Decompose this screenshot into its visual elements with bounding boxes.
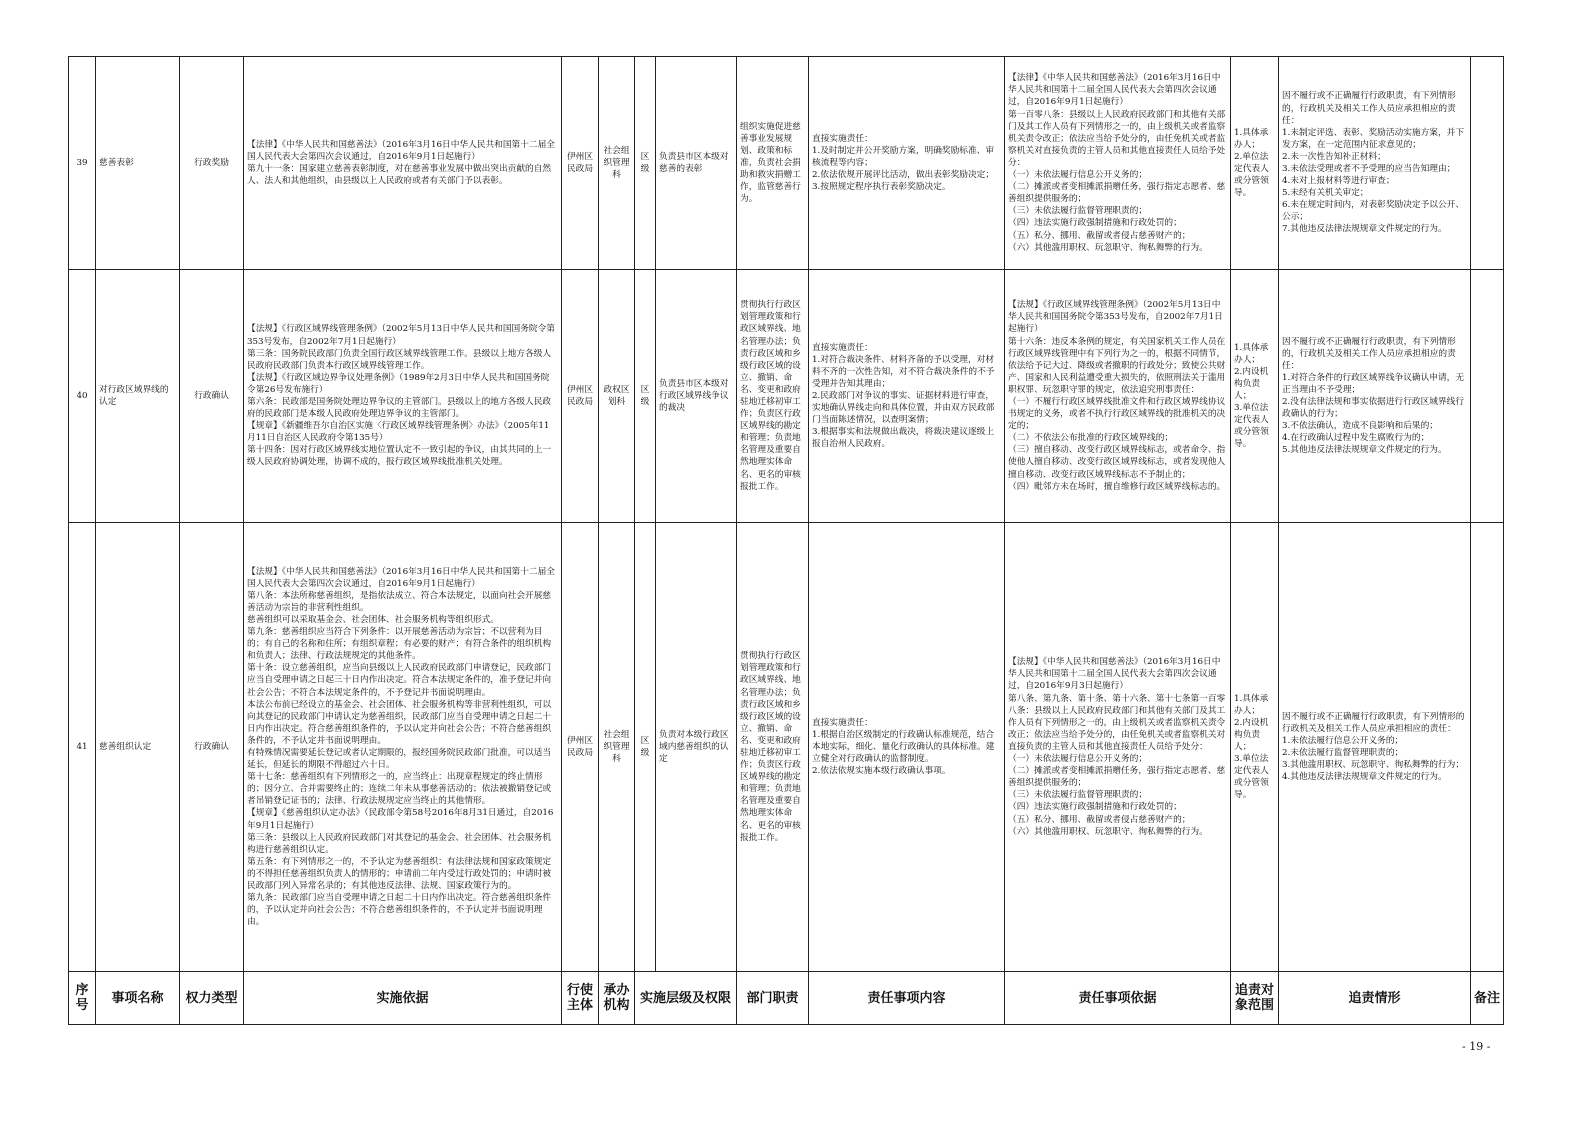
seq-cell: 41 (69, 523, 96, 972)
org-cell: 社会组织管理科 (599, 523, 635, 972)
scope-cell: 1.具体承办人； 2.单位法定代表人或分管领导。 (1231, 57, 1279, 270)
tier-cell: 区级 (635, 523, 656, 972)
circumstances-cell: 因不履行或不正确履行行政职责，有下列情形的行政机关及相关工作人员应承担相应的责任： 1.未依法履行信息公开义务的； 2.未依法履行监督管理职责的； 3.其他滥用职权、玩忽职守、徇私舞弊的行为； 4.其他违反法律法规规章文件规定的行为。 (1279, 523, 1471, 972)
level-cell: 负责对本级行政区域内慈善组织的认定 (656, 523, 737, 972)
table-row (69, 270, 1504, 523)
basis-cell: 【法规】《行政区域界线管理条例》（2002年5月13日中华人民共和国国务院令第353号发布，自2002年7月1日起施行） 第三条：国务院民政部门负责全国行政区域界线管理工作。县级以上地方各级人民政府民政部门负责本行政区域界线管理工作。 【法规】《行政区域边界争议处理条例》（1989年2月3日中华人民共和国国务院令第26号发布施行） 第六条：民政部是国务院处理边界争议的主管部门。县级以上的地方各级人民政府的民政部门是本级人民政府处理边界争议的主管部门。 【规章】《新疆维吾尔自治区实施〈行政区域界线管理条例〉办法》（2005年11月11日自治区人民政府令第135号） 第十四条：因对行政区域界线实地位置认定不一致引起的争议，由其共同的上一级人民政府协调处理，协调不成的，报行政区域界线批准机关处理。 (244, 270, 562, 523)
tier-cell: 区级 (635, 270, 656, 523)
header-basis: 实施依据 (244, 972, 562, 1025)
org-cell: 社会组织管理科 (599, 57, 635, 270)
header-seq: 序号 (69, 972, 96, 1025)
seq-cell: 39 (69, 57, 96, 270)
tier-cell: 区级 (635, 57, 656, 270)
resp-basis-cell: 【法律】《中华人民共和国慈善法》（2016年3月16日中华人民共和国第十二届全国人民代表大会第四次会议通过，自2016年9月1日起施行） 第一百零八条：县级以上人民政府民政部门和其他有关部门及其工作人员有下列情形之一的，由上级机关或者监察机关责令改正；依法应当给予处分的，由任免机关或者监察机关对直接负责的主管人员和其他直接责任人员给予处分： （一）未依法履行信息公开义务的； （二）摊派或者变相摊派捐赠任务，强行指定志愿者、慈善组织提供服务的； （三）未依法履行监督管理职责的； （四）违法实施行政强制措施和行政处罚的； （五）私分、挪用、截留或者侵占慈善财产的； （六）其他滥用职权、玩忽职守、徇私舞弊的行为。 (1005, 57, 1231, 270)
header-circumstances: 追责情形 (1279, 972, 1471, 1025)
power-type-cell: 行政确认 (180, 270, 244, 523)
subject-cell: 伊州区民政局 (562, 270, 599, 523)
header-resp-basis: 责任事项依据 (1005, 972, 1231, 1025)
header-subject: 行使主体 (562, 972, 599, 1025)
remark-cell (1471, 270, 1504, 523)
duty-cell: 贯彻执行行政区划管理政策和行政区域界线、地名管理办法；负责行政区域和乡级行政区域的设立、撤销、命名、变更和政府驻地迁移初审工作；负责区行政区域界线的勘定和管理；负责地名管理及重要自然地理实体命名、更名的审核报批工作。 (737, 270, 809, 523)
power-list-table (68, 56, 1504, 1025)
level-cell: 负责县市区本级对行政区域界线争议的裁决 (656, 270, 737, 523)
subject-cell: 伊州区民政局 (562, 523, 599, 972)
header-remark: 备注 (1471, 972, 1504, 1025)
item-name-cell: 慈善组织认定 (96, 523, 180, 972)
subject-cell: 伊州区民政局 (562, 57, 599, 270)
seq-cell: 40 (69, 270, 96, 523)
circumstances-cell: 因不履行或不正确履行行政职责，有下列情形的，行政机关及相关工作人员应承担相应的责任： 1.对符合条件的行政区域界线争议确认申请，无正当理由不予受理； 2.没有法律法规和事实依据进行行政区域界线行政确认的行为； 3.不依法确认，造成不良影响和后果的； 4.在行政确认过程中发生腐败行为的； 5.其他违反法律法规规章文件规定的行为。 (1279, 270, 1471, 523)
remark-cell (1471, 523, 1504, 972)
header-content: 责任事项内容 (809, 972, 1005, 1025)
page-number: - 19 - (1462, 1040, 1491, 1053)
remark-cell (1471, 57, 1504, 270)
scope-cell: 1.具体承办人； 2.内设机构负责人； 3.单位法定代表人或分管领导。 (1231, 523, 1279, 972)
item-name-cell: 对行政区域界线的认定 (96, 270, 180, 523)
header-duty: 部门职责 (737, 972, 809, 1025)
circumstances-cell: 因不履行或不正确履行行政职责，有下列情形的，行政机关及相关工作人员应承担相应的责任： 1.未制定评选、表彰、奖励活动实施方案，并下发方案，在一定范围内征求意见的； 2.未一次性告知补正材料； 3.未依法受理或者不予受理的应当告知理由； 4.未对上报材料等进行审查； 5.未经有关机关审定； 6.未在规定时间内，对表彰奖励决定予以公开、公示； 7.其他违反法律法规规章文件规定的行为。 (1279, 57, 1471, 270)
basis-cell: 【法规】《中华人民共和国慈善法》（2016年3月16日中华人民共和国第十二届全国人民代表大会第四次会议通过，自2016年9月1日起施行） 第八条：本法所称慈善组织，是指依法成立、符合本法规定，以面向社会开展慈善活动为宗旨的非营利性组织。 慈善组织可以采取基金会、社会团体、社会服务机构等组织形式。 第九条：慈善组织应当符合下列条件：以开展慈善活动为宗旨；不以营利为目的；有自己的名称和住所；有组织章程；有必要的财产；有符合条件的组织机构和负责人；法律、行政法规规定的其他条件。 第十条：设立慈善组织，应当向县级以上人民政府民政部门申请登记，民政部门应当自受理申请之日起三十日内作出决定。符合本法规定条件的，准予登记并向社会公告；不符合本法规定条件的，不予登记并书面说明理由。 本法公布前已经设立的基金会、社会团体、社会服务机构等非营利性组织，可以向其登记的民政部门申请认定为慈善组织，民政部门应当自受理申请之日起二十日内作出决定。符合慈善组织条件的，予以认定并向社会公告；不符合慈善组织条件的，不予认定并书面说明理由。 有特殊情况需要延长登记或者认定期限的，报经国务院民政部门批准，可以适当延长，但延长的期限不得超过六十日。 第十七条：慈善组织有下列情形之一的，应当终止：出现章程规定的终止情形的；因分立、合并需要终止的；连续二年未从事慈善活动的；依法被撤销登记或者吊销登记证书的；法律、行政法规规定应当终止的其他情形。 【规章】《慈善组织认定办法》（民政部令第58号2016年8月31日通过，自2016年9月1日起施行） 第三条：县级以上人民政府民政部门对其登记的基金会、社会团体、社会服务机构进行慈善组织认定。 第五条：有下列情形之一的，不予认定为慈善组织：有法律法规和国家政策规定的不得担任慈善组织负责人的情形的；申请前二年内受过行政处罚的；申请时被民政部门列入异常名录的；有其他违反法律、法规、国家政策行为的。 第九条：民政部门应当自受理申请之日起二十日内作出决定。符合慈善组织条件的，予以认定并向社会公告；不符合慈善组织条件的，不予认定并书面说明理由。 (244, 523, 562, 972)
resp-basis-cell: 【法规】《中华人民共和国慈善法》（2016年3月16日中华人民共和国第十二届全国人民代表大会第四次会议通过，自2016年9月3日起施行） 第八条、第九条、第十条、第十六条、第十七条第一百零八条：县级以上人民政府民政部门和其他有关部门及其工作人员有下列情形之一的，由上级机关或者监察机关责令改正；依法应当给予处分的，由任免机关或者监察机关对直接负责的主管人员和其他直接责任人员给予处分： （一）未依法履行信息公开义务的； （二）摊派或者变相摊派捐赠任务，强行指定志愿者、慈善组织提供服务的； （三）未依法履行监督管理职责的； （四）违法实施行政强制措施和行政处罚的； （五）私分、挪用、截留或者侵占慈善财产的； （六）其他滥用职权、玩忽职守、徇私舞弊的行为。 (1005, 523, 1231, 972)
header-name: 事项名称 (96, 972, 180, 1025)
resp-basis-cell: 【法规】《行政区域界线管理条例》（2002年5月13日中华人民共和国国务院令第353号发布，自2002年7月1日起施行） 第十六条：违反本条例的规定，有关国家机关工作人员在行政区域界线管理中有下列行为之一的，根据不同情节，依法给予记大过、降级或者撤职的行政处分；致使公共财产、国家和人民利益遭受重大损失的，依照刑法关于滥用职权罪、玩忽职守罪的规定，依法追究刑事责任： （一）不履行行政区域界线批准文件和行政区域界线协议书规定的义务，或者不执行行政区域界线的批准机关的决定的； （二）不依法公布批准的行政区域界线的； （三）擅自移动、改变行政区域界线标志，或者命令、指使他人擅自移动、改变行政区域界线标志，或者发现他人擅自移动、改变行政区域界线标志不予制止的； （四）毗邻方未在场时，擅自维修行政区域界线标志的。 (1005, 270, 1231, 523)
basis-cell: 【法律】《中华人民共和国慈善法》（2016年3月16日中华人民共和国第十二届全国人民代表大会第四次会议通过，自2016年9月1日起施行） 第九十一条：国家建立慈善表彰制度，对在慈善事业发展中做出突出贡献的自然人、法人和其他组织，由县级以上人民政府或者有关部门予以表彰。 (244, 57, 562, 270)
header-org: 承办机构 (599, 972, 635, 1025)
org-cell: 政权区划科 (599, 270, 635, 523)
header-scope: 追责对象范围 (1231, 972, 1279, 1025)
header-type: 权力类型 (180, 972, 244, 1025)
table-row (69, 57, 1504, 270)
item-name-cell: 慈善表彰 (96, 57, 180, 270)
duty-cell: 贯彻执行行政区划管理政策和行政区域界线、地名管理办法；负责行政区域和乡级行政区域的设立、撤销、命名、变更和政府驻地迁移初审工作；负责区行政区域界线的勘定和管理；负责地名管理及重要自然地理实体命名、更名的审核报批工作。 (737, 523, 809, 972)
table-row (69, 523, 1504, 972)
content-cell: 直接实施责任： 1.对符合裁决条件、材料齐备的予以受理，对材料不齐的一次性告知，对不符合裁决条件的不予受理并告知其理由； 2.民政部门对争议的事实、证据材料进行审查，实地确认界线走向和具体位置，并由双方民政部门当面陈述情况，以查明案情； 3.根据事实和法规做出裁决，将裁决建议逐级上报自治州人民政府。 (809, 270, 1005, 523)
table-header-row (69, 972, 1504, 1025)
scope-cell: 1.具体承办人； 2.内设机构负责人； 3.单位法定代表人或分管领导。 (1231, 270, 1279, 523)
header-level: 实施层级及权限 (635, 972, 737, 1025)
power-type-cell: 行政确认 (180, 523, 244, 972)
content-cell: 直接实施责任： 1.根据自治区级制定的行政确认标准规范，结合本地实际，细化、量化行政确认的具体标准。建立健全对行政确认的监督制度。 2.依法依规实施本级行政确认事项。 (809, 523, 1005, 972)
power-type-cell: 行政奖励 (180, 57, 244, 270)
level-cell: 负责县市区本级对慈善的表彰 (656, 57, 737, 270)
content-cell: 直接实施责任： 1.及时制定并公开奖励方案，明确奖励标准、审核流程等内容； 2.依法依规开展评比活动，做出表彰奖励决定； 3.按照规定程序执行表彰奖励决定。 (809, 57, 1005, 270)
duty-cell: 组织实施促进慈善事业发展规划、政策和标准，负责社会捐助和救灾捐赠工作，监管慈善行为。 (737, 57, 809, 270)
